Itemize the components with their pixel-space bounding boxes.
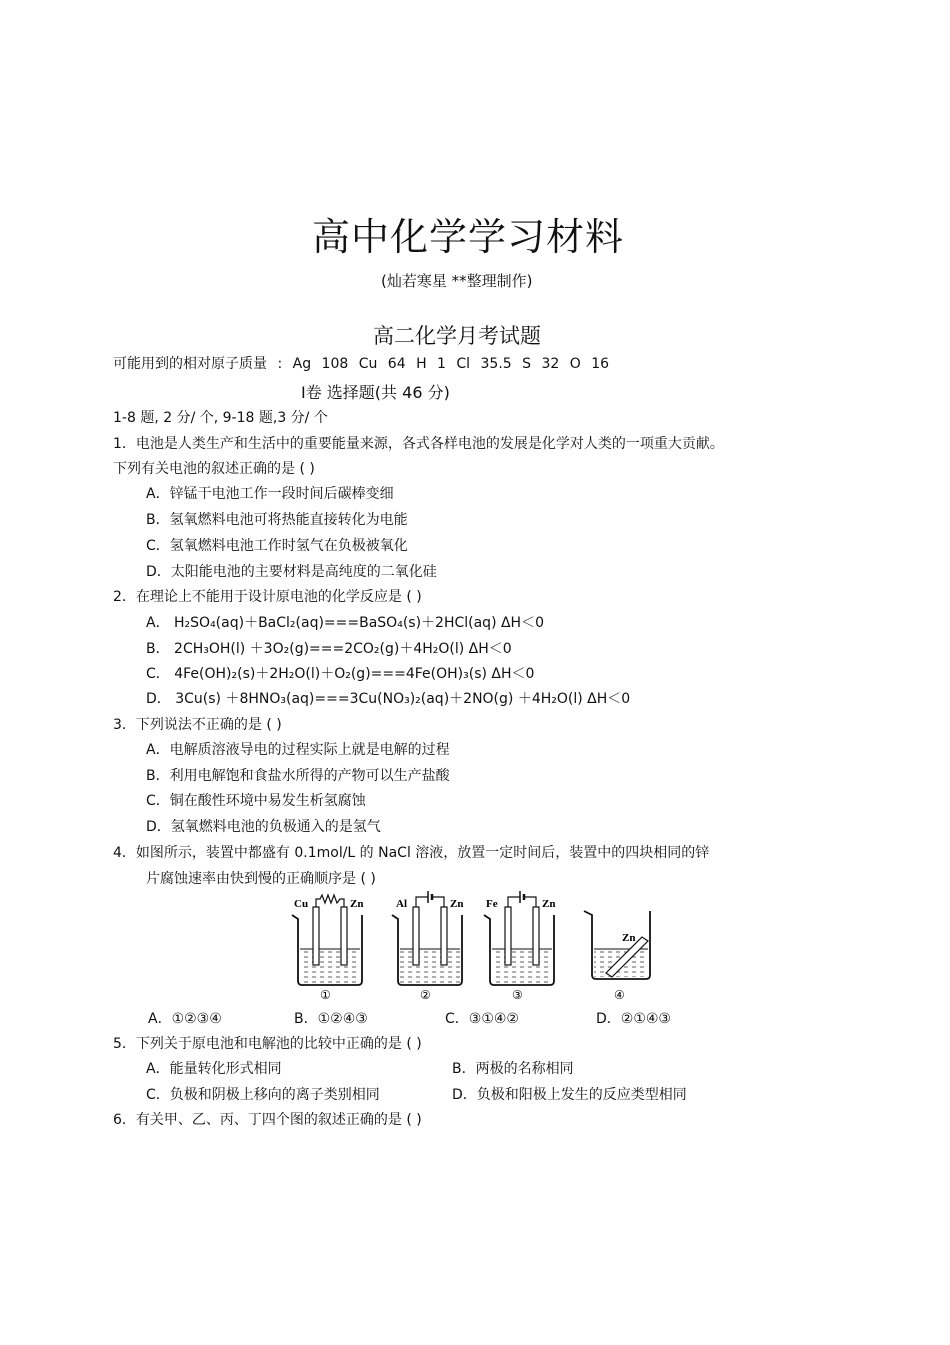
q5-option-c: C．负极和阴极上移向的离子类别相同 bbox=[146, 1087, 380, 1103]
q2-option-b: B． 2CH₃OH(l) ＋3O₂(g)===2CO₂(g)＋4H₂O(l) ΔH＜0 bbox=[146, 641, 512, 657]
scoring-note: 1-8 题, 2 分/ 个, 9-18 题,3 分/ 个 bbox=[113, 410, 328, 426]
beaker-4-label: Zn bbox=[622, 932, 636, 944]
beaker-3-left-label: Fe bbox=[486, 898, 498, 910]
beaker-2-left-label: Al bbox=[396, 898, 407, 910]
q1-stem-cont: 下列有关电池的叙述正确的是 ( ) bbox=[113, 461, 315, 477]
q3-option-a: A．电解质溶液导电的过程实际上就是电解的过程 bbox=[146, 742, 450, 758]
page-subtitle: (灿若寒星 **整理制作) bbox=[381, 272, 533, 290]
q5-option-d: D．负极和阳极上发生的反应类型相同 bbox=[452, 1087, 687, 1103]
q4-option-d: D．②①④③ bbox=[596, 1011, 671, 1027]
q3-stem: 3．下列说法不正确的是 ( ) bbox=[113, 717, 282, 733]
beaker-2-number: ② bbox=[420, 988, 431, 1002]
q5-option-a: A．能量转化形式相同 bbox=[146, 1061, 282, 1077]
beaker-1-number: ① bbox=[320, 988, 331, 1002]
q4-stem: 4．如图所示，装置中都盛有 0.1mol/L 的 NaCl 溶液，放置一定时间后，装置中的四块相同的锌 bbox=[113, 845, 710, 861]
q3-option-b: B．利用电解饱和食盐水所得的产物可以生产盐酸 bbox=[146, 768, 450, 784]
q1-option-a: A．锌锰干电池工作一段时间后碳棒变细 bbox=[146, 486, 394, 502]
q5-stem: 5．下列关于原电池和电解池的比较中正确的是 ( ) bbox=[113, 1036, 422, 1052]
section-title: Ⅰ卷 选择题(共 46 分) bbox=[301, 383, 450, 402]
q5-option-b: B．两极的名称相同 bbox=[452, 1061, 574, 1077]
q4-option-c: C．③①④② bbox=[445, 1011, 519, 1027]
q1-option-c: C．氢氧燃料电池工作时氢气在负极被氧化 bbox=[146, 538, 408, 554]
q3-option-d: D．氢氧燃料电池的负极通入的是氢气 bbox=[146, 819, 381, 835]
beaker-3-right-label: Zn bbox=[542, 898, 556, 910]
q1-stem: 1．电池是人类生产和生活中的重要能量来源，各式各样电池的发展是化学对人类的一项重大贡献。 bbox=[113, 436, 724, 452]
q4-stem-cont: 片腐蚀速率由快到慢的正确顺序是 ( ) bbox=[146, 871, 376, 887]
q2-stem: 2．在理论上不能用于设计原电池的化学反应是 ( ) bbox=[113, 589, 422, 605]
beaker-3-number: ③ bbox=[512, 988, 523, 1002]
beaker-1-right-label: Zn bbox=[350, 898, 364, 910]
q4-option-a: A．①②③④ bbox=[148, 1011, 222, 1027]
exam-title: 高二化学月考试题 bbox=[373, 324, 541, 348]
beaker-4-number: ④ bbox=[614, 988, 625, 1002]
beaker-4 bbox=[584, 911, 650, 979]
q4-beaker-figure bbox=[280, 885, 680, 1005]
beaker-2-right-label: Zn bbox=[450, 898, 464, 910]
q3-option-c: C．铜在酸性环境中易发生析氢腐蚀 bbox=[146, 793, 366, 809]
q4-option-b: B．①②④③ bbox=[294, 1011, 368, 1027]
atomic-masses: 可能用到的相对原子质量 : Ag 108 Cu 64 H 1 Cl 35.5 S 32 O 16 bbox=[113, 356, 610, 372]
beaker-1-left-label: Cu bbox=[294, 898, 309, 910]
page-title: 高中化学学习材料 bbox=[312, 215, 625, 259]
q1-option-b: B．氢氧燃料电池可将热能直接转化为电能 bbox=[146, 512, 408, 528]
q6-stem: 6．有关甲、乙、丙、丁四个图的叙述正确的是 ( ) bbox=[113, 1112, 422, 1128]
q2-option-a: A． H₂SO₄(aq)＋BaCl₂(aq)===BaSO₄(s)＋2HCl(aq) ΔH＜0 bbox=[146, 615, 544, 631]
q2-option-c: C． 4Fe(OH)₂(s)＋2H₂O(l)＋O₂(g)===4Fe(OH)₃(s) ΔH＜0 bbox=[146, 666, 535, 682]
q2-option-d: D． 3Cu(s) ＋8HNO₃(aq)===3Cu(NO₃)₂(aq)＋2NO(g) ＋4H₂O(l) ΔH＜0 bbox=[146, 691, 631, 707]
q1-option-d: D．太阳能电池的主要材料是高纯度的二氧化硅 bbox=[146, 564, 437, 580]
